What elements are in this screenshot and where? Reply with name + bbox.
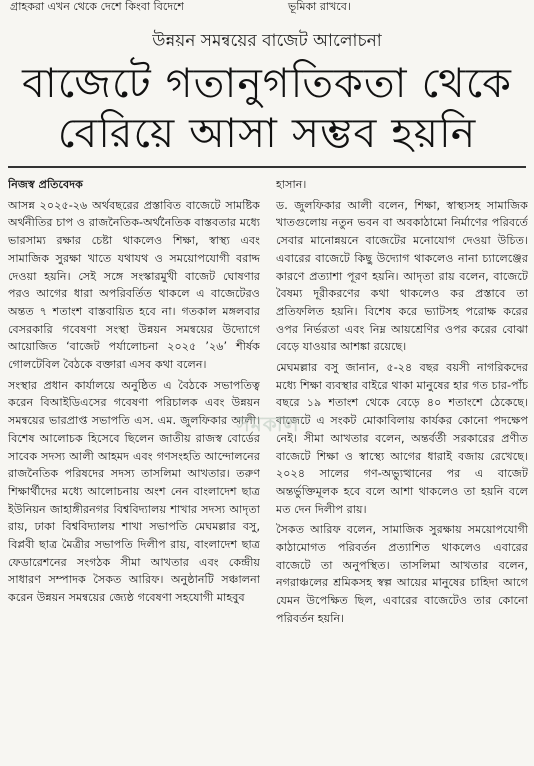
kicker-headline: উন্নয়ন সমন্বয়ের বাজেট আলোচনা — [152, 31, 382, 51]
clip-text-left: গ্রাহকরা এখন থেকে দেশে কিংবা বিদেশে — [10, 0, 184, 13]
article-column-left — [8, 176, 260, 766]
watermark-logo: সমকাল — [236, 412, 300, 436]
main-headline — [0, 58, 534, 158]
headline-divider — [8, 166, 526, 168]
article-column-right — [276, 176, 528, 766]
paragraph: হাসান। — [276, 178, 307, 191]
paragraph: মেঘমল্লার বসু জানান, ৫-২৪ বছর বয়সী নাগরিকদের মধ্যে শিক্ষা ব্যবস্থার বাইরে থাকা মানুষের হার গত চার-পাঁচ বছরে ১৯ শতাংশ থেকে বেড়ে ৪০ শতাংশে ঠেকেছে। বাজেটে এ সংকট মোকাবিলায় কার্যকর কোনো পদক্ষেপ নেই। সীমা আখতার বলেন, অন্তর্বর্তী সরকারের প্রণীত বাজেটে শিক্ষা ও স্বাস্থ্যে আগের ধারাই বজায় রেখেছে। ২০২৪ সালের গণ-অভ্যুত্থানের পর এ বাজেট অন্তর্ভুক্তিমূলক হবে বলে আশা থাকলেও তা হয়নি বলে মত দেন দিলীপ রায়। — [276, 361, 528, 516]
clip-text-right: ভূমিকা রাখবে। — [288, 0, 351, 13]
previous-article-clip — [0, 0, 534, 16]
paragraph — [8, 176, 260, 194]
paragraph: সৈকত আরিফ বলেন, সামাজিক সুরক্ষায় সময়োপযোগী কাঠামোগত পরিবর্তন প্রত্যাশিত থাকলেও এবারের বাজেটে তা অনুপস্থিত। তাসলিমা আখতার বলেন, নগরাঞ্চলের শ্রমিকসহ স্বল্প আয়ের মানুষের চাহিদা আগে যেমন উপেক্ষিত ছিল, এবারের বাজেটেও তার কোনো পরিবর্তন হয়নি। — [276, 523, 528, 625]
byline: নিজস্ব প্রতিবেদক — [8, 178, 83, 191]
paragraph: আসন্ন ২০২৫-২৬ অর্থবছরের প্রস্তাবিত বাজেটে সামষ্টিক অর্থনীতির চাপ ও রাজনৈতিক-অর্থনৈতিক বাস্তবতার মধ্যে ভারসাম্য রক্ষার চেষ্টা থাকলেও শিক্ষা, স্বাস্থ্য এবং সামাজিক সুরক্ষা খাতে যথাযথ ও সময়োপযোগী বরাদ্দ দেওয়া হয়নি। সেই সঙ্গে সংস্কারমুখী বাজেট ঘোষণার পরও আগের ধারা অপরিবর্তিত থাকলে এ বাজেটেরও অন্তত ৭ শতাংশ বাস্তবায়িত হবে না। গতকাল মঙ্গলবার বেসরকারি গবেষণা সংস্থা উন্নয়ন সমন্বয়ের উদ্যোগে আয়োজিত ‘বাজেট পর্যালোচনা ২০২৫ ’২৬’ শীর্ষক গোলটেবিল বৈঠকে বক্তারা এসব কথা বলেন। — [8, 198, 260, 372]
paragraph: ড. জুলফিকার আলী বলেন, শিক্ষা, স্বাস্থ্যসহ সামাজিক খাতগুলোয় নতুন ভবন বা অবকাঠামো নির্মাণের পরিবর্তে সেবার মানোন্নয়নে বাজেটের মনোযোগ দেওয়া উচিত। এবারের বাজেটে কিছু উদ্যোগ থাকলেও নানা চ্যালেঞ্জের কারণে প্রত্যাশা পূরণ হয়নি। আদৃতা রায় বলেন, বাজেটে বৈষম্য দূরীকরণের কথা থাকলেও কর প্রস্তাবে তা প্রতিফলিত হয়নি। বিশেষ করে ভ্যাটসহ পরোক্ষ করের ওপর নির্ভরতা এবং নিম্ন আয়শ্রেণির ওপর করের বোঝা বেড়ে যাওয়ার আশঙ্কা রয়েছে। — [276, 198, 528, 354]
headline-line-1: বাজেটে গতানুগতিকতা থেকে — [22, 59, 512, 107]
headline-line-2: বেরিয়ে আসা সম্ভব হয়নি — [57, 109, 477, 157]
paragraph: সংস্থার প্রধান কার্যালয়ে অনুষ্ঠিত এ বৈঠকে সভাপতিত্ব করেন বিআইডিএসের গবেষণা পরিচালক এবং উন্নয়ন সমন্বয়ের ভারপ্রাপ্ত সভাপতি এস. এম. জুলফিকার আলী। বিশেষ আলোচক হিসেবে ছিলেন জাতীয় রাজস্ব বোর্ডের সাবেক সদস্য আলী আহমদ এবং গণসংহতি আন্দোলনের রাজনৈতিক পরিষদের সদস্য তাসলিমা আখতার। তরুণ শিক্ষার্থীদের মধ্যে আলোচনায় অংশ নেন বাংলাদেশ ছাত্র ইউনিয়ন জাহাঙ্গীরনগর বিশ্ববিদ্যালয় শাখার সদস্য আদৃতা রায়, ঢাকা বিশ্ববিদ্যালয় শাখা সভাপতি মেঘমল্লার বসু, বিপ্লবী ছাত্র মৈত্রীর সভাপতি দিলীপ রায়, বাংলাদেশ ছাত্র ফেডারেশনের সংগঠক সীমা আখতার এবং কেন্দ্রীয় সাধারণ সম্পাদক সৈকত আরিফ। অনুষ্ঠানটি সঞ্চালনা করেন উন্নয়ন সমন্বয়ের জ্যেষ্ঠ গবেষণা সহযোগী মাহবুব — [8, 378, 260, 605]
